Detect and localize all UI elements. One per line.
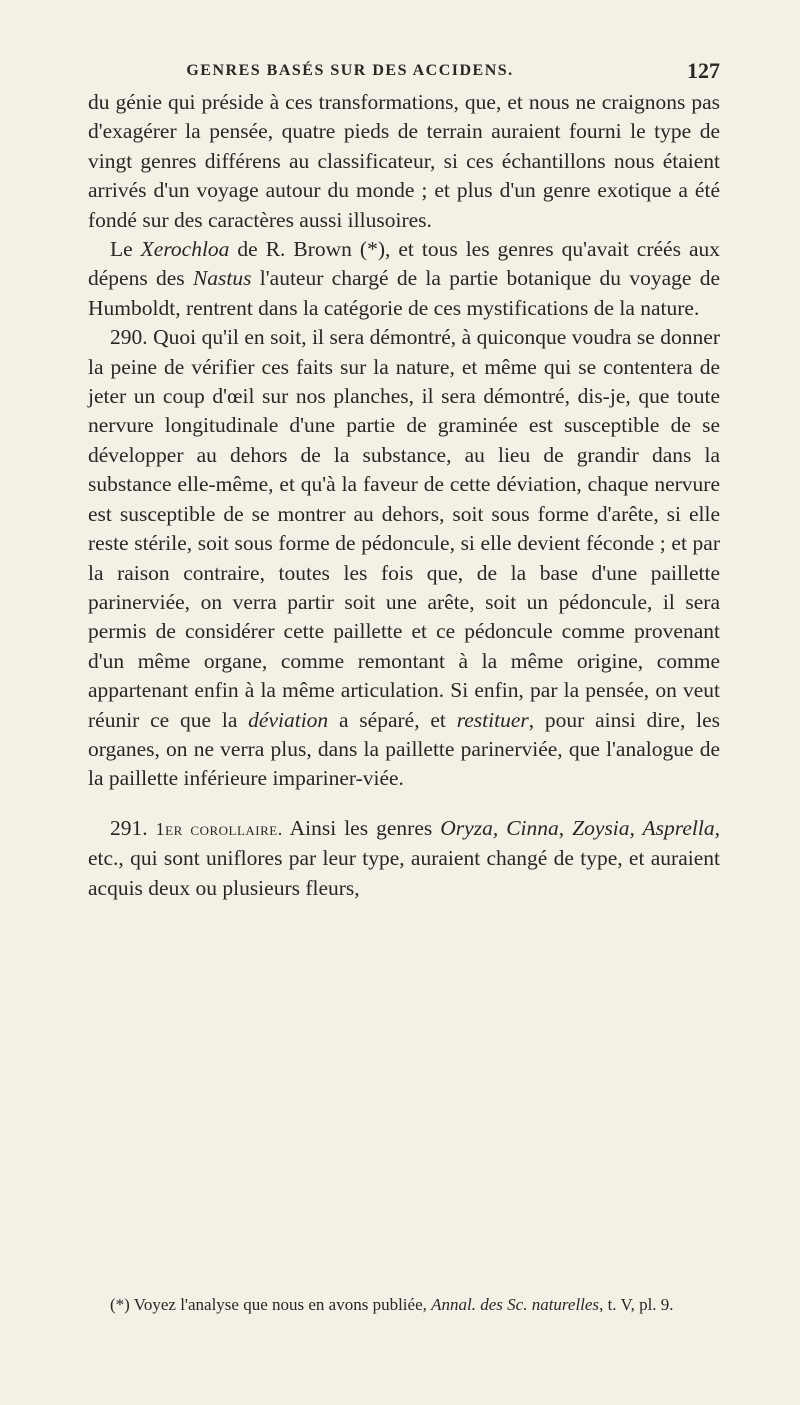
text-run: , t. V, pl. 9. — [599, 1295, 674, 1314]
text-run: Voyez l'analyse que nous en avons publiée, — [129, 1295, 432, 1314]
paragraph-xerochloa — [88, 235, 720, 323]
running-title: GENRES BASÉS SUR DES ACCIDENS. — [186, 62, 514, 79]
genus-name-xerochloa: Xerochloa — [140, 237, 230, 262]
text-run: l'auteur chargé de la partie botanique du voyage de Humboldt, rentrent dans la catégorie de ces mystifications de la nature. — [88, 266, 720, 320]
main-text — [88, 88, 720, 903]
paragraph-continuation: du génie qui préside à ces transformations, que, et nous ne craignons pas d'exagérer la pensée, quatre pieds de terrain auraient fourni le type de vingt genres différens au classificateur, si ces échantillons nous étaient arrivés d'un voyage autour du monde ; et plus d'un genre exotique a été fondé sur des caractères aussi illusoires. — [88, 90, 720, 232]
paragraph-291 — [88, 814, 720, 903]
page-number: 127 — [687, 58, 720, 83]
text-run: , pour ainsi dire, les organes, on ne verra plus, dans la paillette parinerviée, que l'analogue de la paillette inférieure impariner-viée. — [88, 707, 720, 791]
text-run: Le — [110, 237, 141, 262]
paragraph-290 — [88, 323, 720, 794]
corollary-label: 1er corollaire. — [155, 818, 283, 839]
text-run: , etc., qui sont uniflores par leur type, auraient changé de type, et auraient acquis deux ou plusieurs fleurs, — [88, 815, 720, 900]
journal-title: Annal. des Sc. naturelles — [431, 1295, 600, 1314]
text-run: Ainsi les genres — [282, 815, 441, 840]
footnote — [88, 1292, 720, 1317]
text-run: 290. Quoi qu'il en soit, il sera démontré, à quiconque voudra se donner la peine de vérifier ces faits sur la nature, et même qui se contentera de jeter un coup d'œil sur nos planches, il sera démontré, dis-je, que toute nervure longitudinale d'une partie de graminée est susceptible de se développer au dehors de la substance, au lieu de grandir dans la substance elle-même, et qu'à la faveur de cette déviation, chaque nervure est susceptible de se montrer au dehors, soit sous forme d'arête, si elle reste stérile, soit sous forme de pédoncule, si elle devient féconde ; et par la raison contraire, toutes les fois que, de la base d'une paillette parinerviée, on verra partir soit une arête, soit un pédoncule, il sera permis de considérer cette paillette et ce pédoncule comme provenant d'un même organe, comme remontant à la même origine, comme appartenant enfin à la même articulation. Si enfin, par la pensée, on veut réunir ce que la — [88, 325, 720, 732]
genera-list: Oryza, Cinna, Zoysia, Asprella — [440, 815, 715, 840]
text-run: a séparé, et — [328, 707, 457, 732]
section-number: 291. — [110, 815, 156, 840]
footnote-marker: (*) — [110, 1295, 130, 1314]
term-deviation: déviation — [248, 707, 329, 732]
paragraph-gap — [88, 794, 720, 814]
term-restituer: restituer — [456, 707, 529, 732]
text-run: de R. Brown (*), et tous les genres qu'avait créés aux dépens des — [88, 237, 720, 291]
genus-name-nastus: Nastus — [192, 266, 252, 291]
